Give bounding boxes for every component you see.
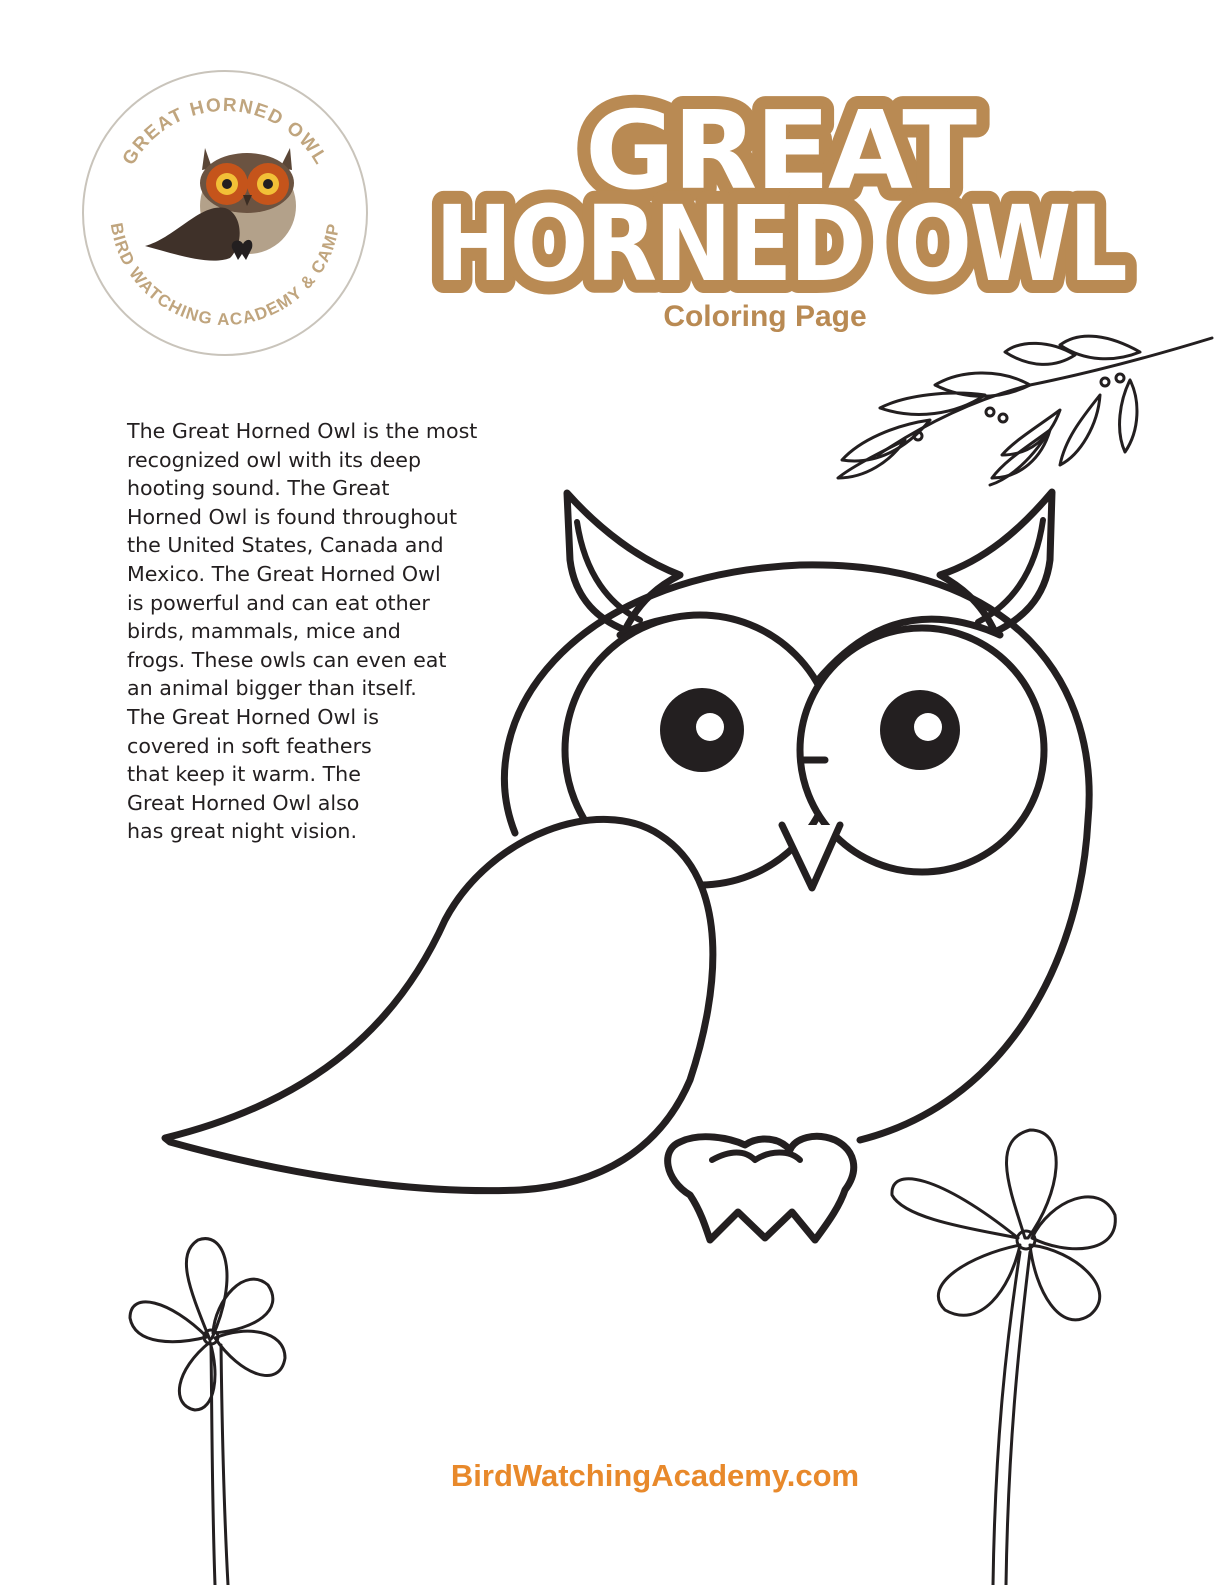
website-link[interactable]: BirdWatchingAcademy.com [450, 1458, 860, 1493]
title-line-1: GREAT [585, 89, 978, 214]
description-line: Great Horned Owl also [127, 790, 360, 815]
owl-outline-icon [165, 492, 1089, 1240]
description-line: is powerful and can eat other [127, 590, 430, 615]
description-line: Horned Owl is found throughout [127, 504, 458, 529]
title-line-2: HORNED OWL [435, 183, 1126, 305]
description-line: the United States, Canada and [127, 533, 444, 558]
description-line: recognized owl with its deep [127, 447, 422, 472]
description-line: an animal bigger than itself. [127, 676, 417, 701]
description-line: has great night vision. [127, 819, 358, 844]
flower-icon [130, 1239, 285, 1585]
branch-icon [838, 336, 1212, 485]
description-line: hooting sound. The Great [127, 476, 390, 501]
description-line: covered in soft feathers [127, 733, 372, 758]
description-line: birds, mammals, mice and [127, 619, 401, 644]
description-line: The Great Horned Owl is the most [127, 419, 478, 443]
description-line: that keep it warm. The [127, 762, 361, 787]
description-line: The Great Horned Owl is [127, 704, 380, 729]
flower-icon [892, 1130, 1115, 1585]
page-subtitle: Coloring Page [663, 300, 867, 333]
description-line: Mexico. The Great Horned Owl [127, 561, 441, 586]
description-line: frogs. These owls can even eat [127, 647, 447, 672]
badge-top-text: GREAT HORNED OWL [118, 94, 332, 169]
badge-bottom-text: BIRD WATCHING ACADEMY & CAMP [106, 221, 344, 330]
